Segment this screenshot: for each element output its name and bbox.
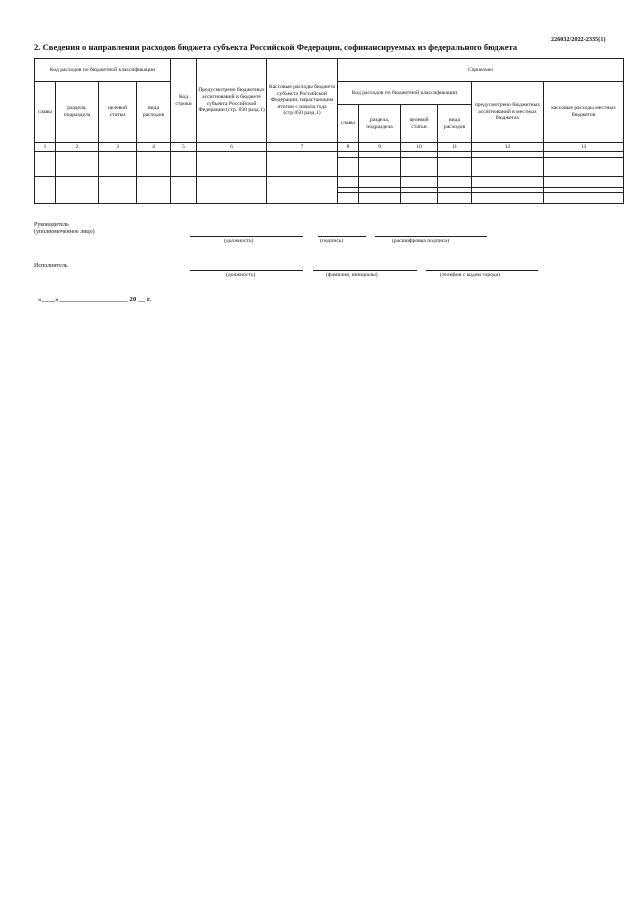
table-cell[interactable] [544,157,624,176]
head-label-sub: (уполномоченное лицо) [34,229,95,235]
col-number: 5 [171,143,197,152]
head-signature-caption: (подпись) [320,238,344,244]
expenses-table [34,58,624,204]
table-cell[interactable] [472,192,544,203]
header-razdela-local: раздела, подраздела [359,105,401,143]
header-spravochno: Справочно [338,59,624,82]
table-cell[interactable] [338,192,359,203]
table-cell[interactable] [56,152,99,177]
table-cell[interactable] [401,157,438,176]
col-number: 6 [197,143,267,152]
header-code-group-local: Код расходов по бюджетной классификации [338,82,472,105]
table-cell[interactable] [171,152,197,177]
table-cell[interactable] [35,176,56,203]
table-cell[interactable] [438,176,472,187]
exec-name-caption: (фамилия, инициалы) [326,272,378,278]
table-cell[interactable] [267,152,338,177]
table-cell[interactable] [472,157,544,176]
exec-position-caption: (должность) [226,272,256,278]
table-cell[interactable] [438,192,472,203]
form-code: 226032/2022-2335(1) [551,37,606,43]
header-razdela: раздела, подраздела [56,82,99,143]
table-cell[interactable] [401,192,438,203]
table-cell[interactable] [99,152,137,177]
table-cell[interactable] [544,192,624,203]
table-cell[interactable] [197,176,267,203]
table-cell[interactable] [99,176,137,203]
head-position-line[interactable] [190,236,303,237]
col-number: 13 [544,143,624,152]
col-number: 12 [472,143,544,152]
table-cell[interactable] [35,152,56,177]
head-decoding-line[interactable] [375,236,487,237]
table-cell[interactable] [137,176,171,203]
table-cell[interactable] [338,176,359,187]
section-title: 2. Сведения о направлении расходов бюджета субъекта Российской Федерации, софинансируемых из федерального бюджета [34,42,518,52]
exec-phone-caption: (телефон с кодом города) [440,272,500,278]
col-number: 10 [401,143,438,152]
col-number: 1 [35,143,56,152]
col-number: 4 [137,143,171,152]
header-kassovye-local: кассовые расходы местных бюджетов [544,82,624,143]
table-row [35,176,624,187]
table-cell[interactable] [359,192,401,203]
exec-position-line[interactable] [190,270,303,271]
head-signature-line[interactable] [318,236,366,237]
column-number-row [35,143,624,152]
header-glavy: главы [35,82,56,143]
date-line: «____»____________________ 20 __ г. [38,296,152,303]
header-vida: вида расходов [137,82,171,143]
executor-label: Исполнитель [34,263,68,269]
head-decoding-caption: (расшифровка подписи) [392,238,450,244]
col-number: 3 [99,143,137,152]
header-kod-stroki: Код строки [171,59,197,143]
table-cell[interactable] [359,157,401,176]
col-number: 7 [267,143,338,152]
table-cell[interactable] [267,176,338,203]
table-cell[interactable] [171,176,197,203]
exec-phone-line[interactable] [426,270,538,271]
col-number: 8 [338,143,359,152]
header-tselevoy-local: целевой статьи [401,105,438,143]
header-vida-local: вида расходов [438,105,472,143]
table-cell[interactable] [438,157,472,176]
exec-name-line[interactable] [313,270,417,271]
table-cell[interactable] [401,176,438,187]
header-predusmotreno-local: предусмотрено бюджетных ассигнований в местных бюджетах [472,82,544,143]
header-predusmotreno: Предусмотрено бюджетных ассигнований в бюджете субъекта Российской Федерации (стр. 030 разд.1) [197,59,267,143]
header-glavy-local: главы [338,105,359,143]
table-cell[interactable] [137,152,171,177]
head-label: Руководитель [34,222,69,228]
table-cell[interactable] [359,176,401,187]
table-cell[interactable] [472,176,544,187]
col-number: 2 [56,143,99,152]
table-cell[interactable] [544,176,624,187]
header-code-group: Код расходов по бюджетной классификации [35,59,171,82]
header-kassovye: Кассовые расходы бюджета субъекта Российской Федерации, нарастающим итогом с начала года (стр.050 разд.1) [267,59,338,143]
col-number: 11 [438,143,472,152]
table-cell[interactable] [338,157,359,176]
col-number: 9 [359,143,401,152]
header-tselevoy: целевой статьи [99,82,137,143]
table-cell[interactable] [56,176,99,203]
table-cell[interactable] [197,152,267,177]
head-position-caption: (должность) [224,238,254,244]
